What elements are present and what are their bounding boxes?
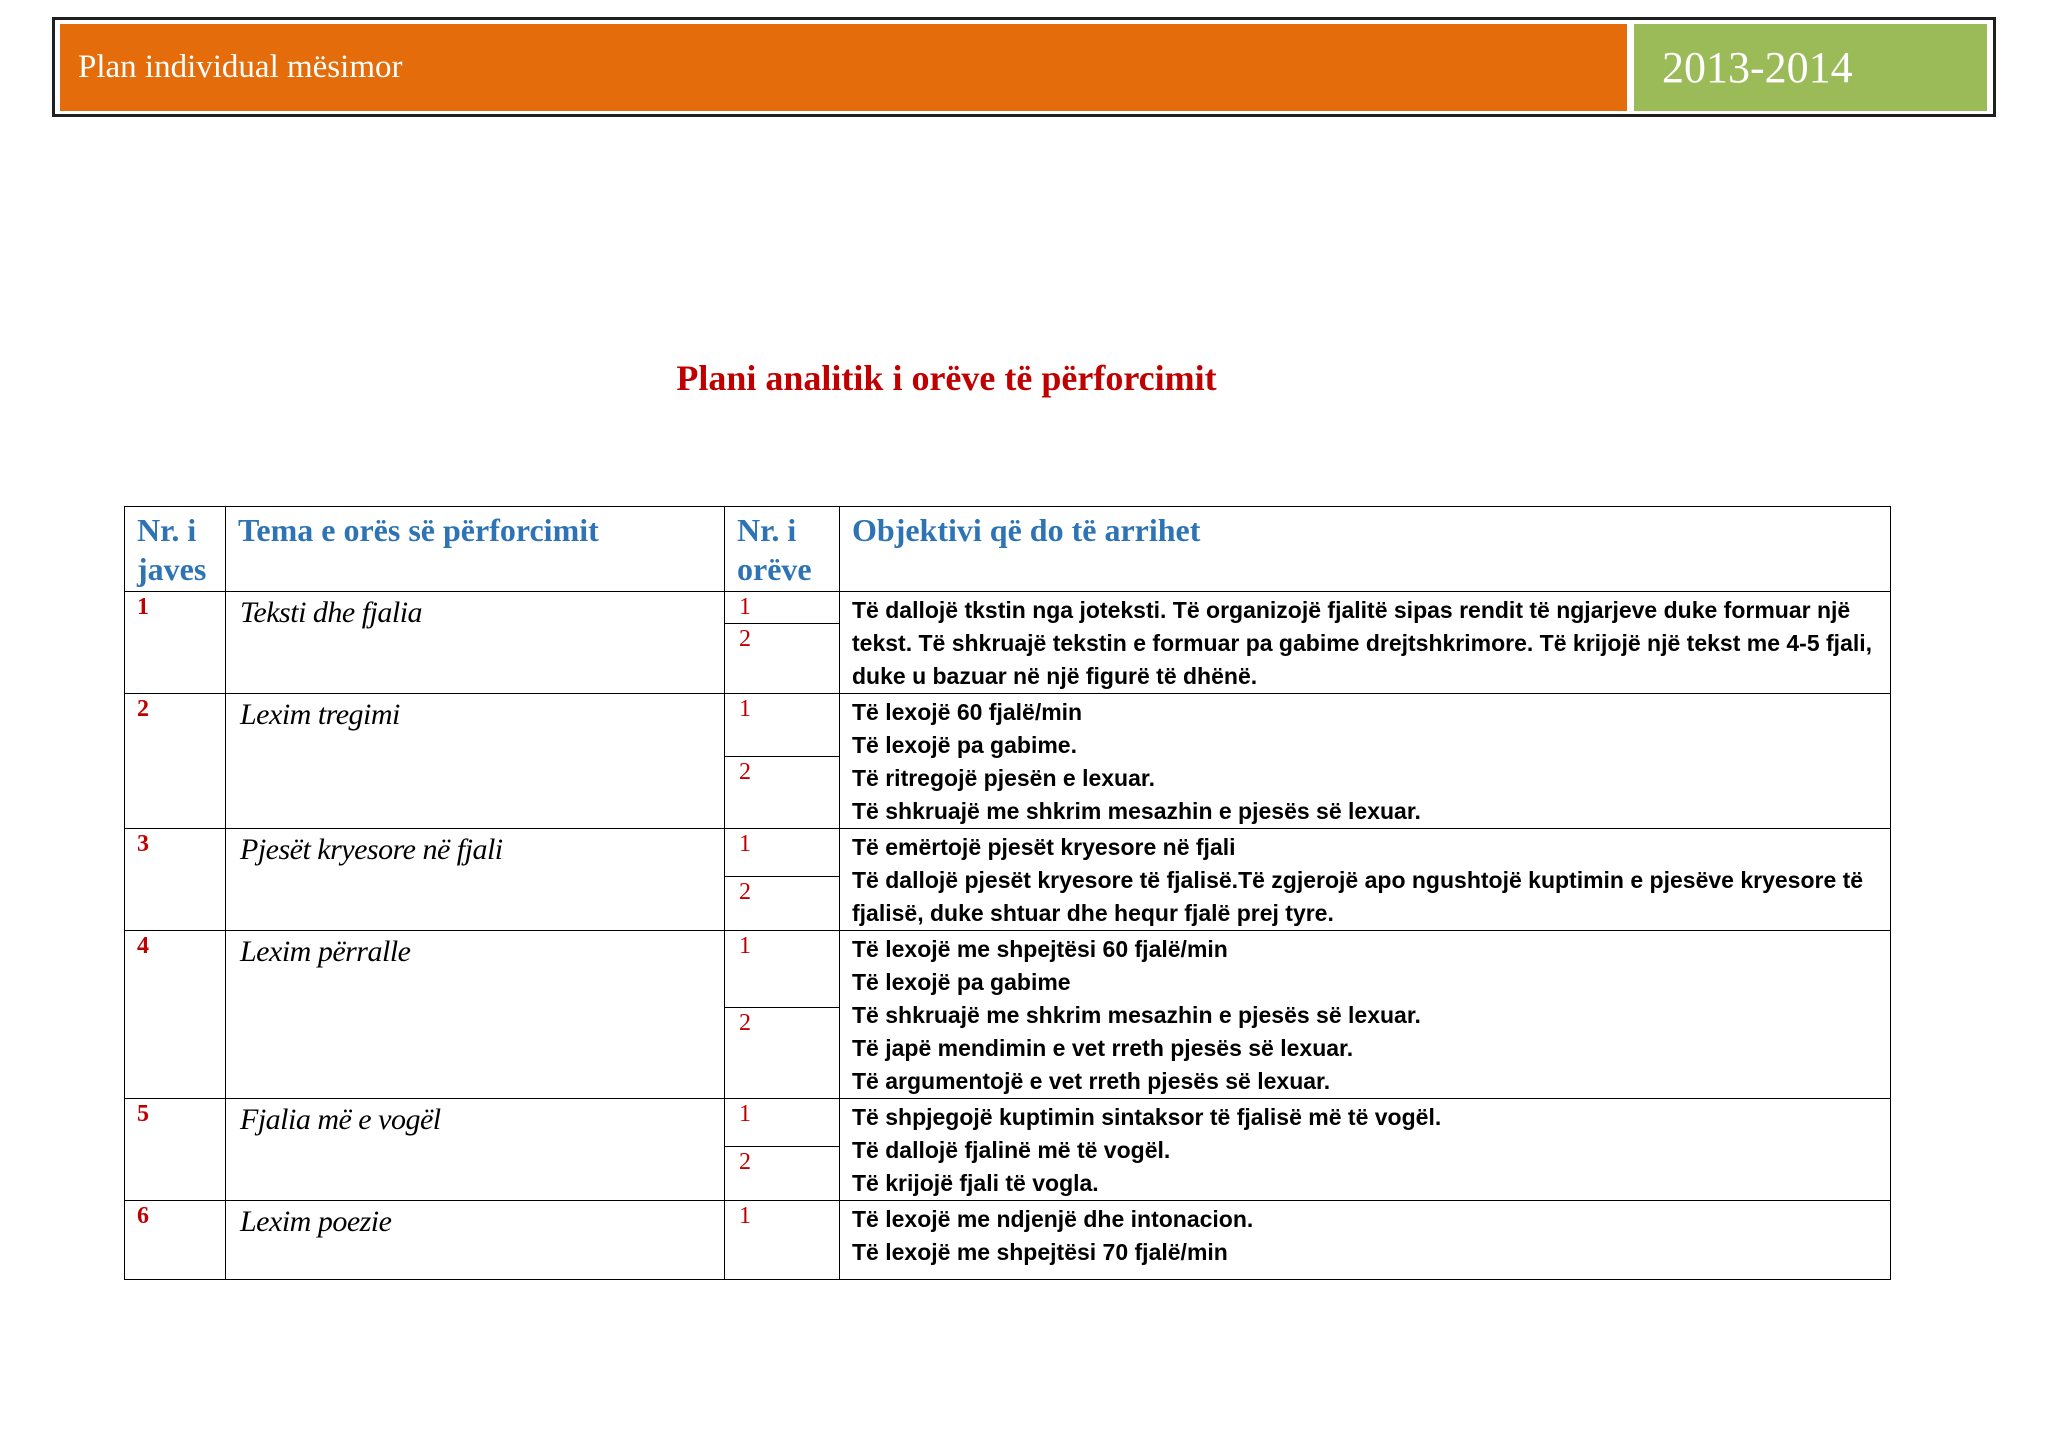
hours-cell <box>725 829 840 931</box>
table-body <box>125 592 1891 1280</box>
objective-line: Të dallojë fjalinë më të vogël. <box>852 1137 1171 1163</box>
objective-line: Të dallojë tkstin nga joteksti. Të organizojë fjalitë sipas rendit të ngjarjeve duke formuar një tekst. Të shkruajë tekstin e formuar pa gabime drejtshkrimore. Të krijojë një tekst me 4-5 fjali, duke u bazuar në një figurë të dhënë. <box>852 597 1873 689</box>
hour-number: 1 <box>739 1101 751 1127</box>
column-header-week: Nr. i javes <box>125 507 226 592</box>
objective-cell <box>840 1099 1891 1201</box>
objective-line: Të lexojë me shpejtësi 60 fjalë/min <box>852 936 1228 962</box>
objective-line: Të krijojë fjali të vogla. <box>852 1170 1099 1196</box>
hour-number: 1 <box>739 831 751 857</box>
hour-number: 1 <box>739 933 751 959</box>
column-header-hours: Nr. i orëve <box>725 507 840 592</box>
table-row <box>125 592 1891 694</box>
lesson-topic: Lexim poezie <box>226 1201 725 1280</box>
week-number: 6 <box>125 1201 226 1280</box>
table-row <box>125 1201 1891 1280</box>
lesson-plan-table <box>124 506 1891 1280</box>
objective-cell <box>840 694 1891 829</box>
objective-line: Të lexojë me shpejtësi 70 fjalë/min <box>852 1239 1228 1265</box>
week-number: 5 <box>125 1099 226 1201</box>
hours-cell <box>725 592 840 694</box>
hour-number: 1 <box>739 594 751 620</box>
table-header-row <box>125 507 1891 592</box>
lesson-topic: Teksti dhe fjalia <box>226 592 725 694</box>
week-number: 4 <box>125 931 226 1099</box>
hour-number: 2 <box>725 756 839 826</box>
objective-cell <box>840 829 1891 931</box>
objective-line: Të ritregojë pjesën e lexuar. <box>852 765 1155 791</box>
hour-number: 2 <box>725 1007 839 1096</box>
objective-line: Të dallojë pjesët kryesore të fjalisë.Të zgjerojë apo ngushtojë kuptimin e pjesëve kryesore të fjalisë, duke shtuar dhe hequr fjalë prej tyre. <box>852 867 1864 926</box>
column-header-objective: Objektivi që do të arrihet <box>840 507 1891 592</box>
objective-line: Të shpjegojë kuptimin sintaksor të fjalisë më të vogël. <box>852 1104 1442 1130</box>
header-year: 2013-2014 <box>1634 24 1987 111</box>
objective-line: Të argumentojë e vet rreth pjesës së lexuar. <box>852 1068 1331 1094</box>
objective-cell <box>840 931 1891 1099</box>
objective-line: Të japë mendimin e vet rreth pjesës së lexuar. <box>852 1035 1354 1061</box>
objective-line: Të emërtojë pjesët kryesore në fjali <box>852 834 1236 860</box>
hour-number: 1 <box>739 696 751 722</box>
objective-line: Të lexojë 60 fjalë/min <box>852 699 1083 725</box>
lesson-topic: Pjesët kryesore në fjali <box>226 829 725 931</box>
hour-number: 2 <box>725 623 839 691</box>
objective-line: Të lexojë pa gabime <box>852 969 1071 995</box>
lesson-topic: Lexim tregimi <box>226 694 725 829</box>
hours-cell <box>725 1099 840 1201</box>
week-number: 3 <box>125 829 226 931</box>
hour-number: 2 <box>725 876 839 928</box>
hour-number: 2 <box>725 1146 839 1198</box>
objective-line: Të lexojë me ndjenjë dhe intonacion. <box>852 1206 1254 1232</box>
objective-line: Të shkruajë me shkrim mesazhin e pjesës së lexuar. <box>852 1002 1421 1028</box>
lesson-topic: Fjalia më e vogël <box>226 1099 725 1201</box>
header-title: Plan individual mësimor <box>60 24 1627 111</box>
hours-cell <box>725 694 840 829</box>
objective-cell <box>840 1201 1891 1280</box>
hours-cell <box>725 1201 840 1280</box>
hour-number: 1 <box>739 1203 751 1229</box>
objective-line: Të lexojë pa gabime. <box>852 732 1077 758</box>
objective-line: Të shkruajë me shkrim mesazhin e pjesës së lexuar. <box>852 798 1421 824</box>
table-row <box>125 694 1891 829</box>
table-row <box>125 829 1891 931</box>
table-row <box>125 1099 1891 1201</box>
hours-cell <box>725 931 840 1099</box>
objective-cell <box>840 592 1891 694</box>
week-number: 1 <box>125 592 226 694</box>
column-header-topic: Tema e orës së përforcimit <box>226 507 725 592</box>
table-row <box>125 931 1891 1099</box>
lesson-topic: Lexim përralle <box>226 931 725 1099</box>
document-title: Plani analitik i orëve të përforcimit <box>676 358 1217 398</box>
week-number: 2 <box>125 694 226 829</box>
